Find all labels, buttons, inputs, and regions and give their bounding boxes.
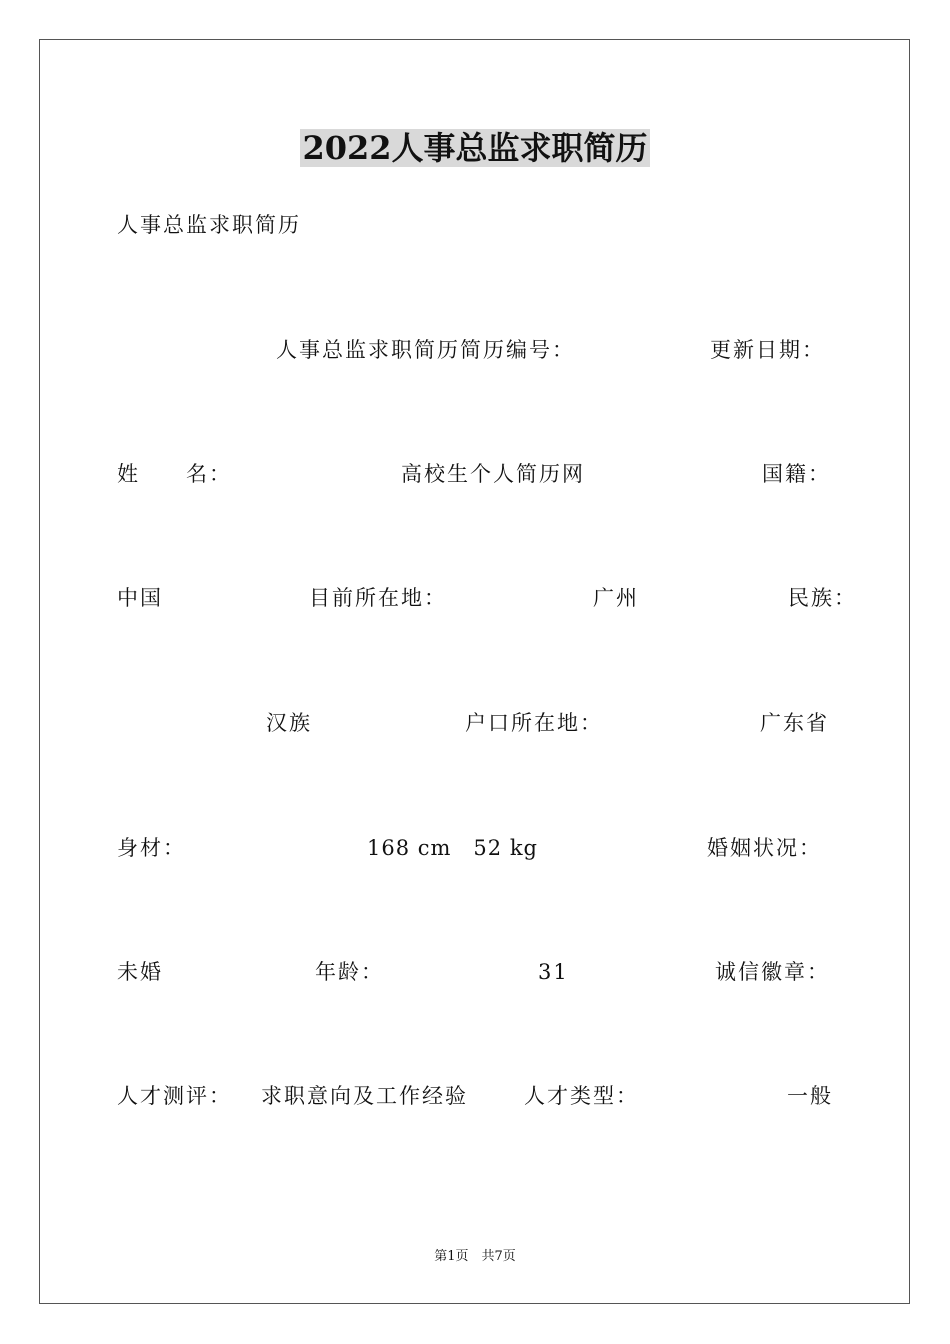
age-label: 年龄： — [315, 960, 384, 984]
marital-value: 未婚 — [117, 960, 163, 984]
body-label: 身材： — [117, 836, 186, 860]
hukou-label: 户口所在地： — [465, 711, 603, 735]
ethnicity-label: 民族： — [788, 586, 857, 610]
age-value: 31 — [538, 960, 569, 984]
name-value: 高校生个人简历网 — [401, 462, 585, 486]
hukou-value: 广东省 — [760, 711, 829, 735]
document-subtitle: 人事总监求职简历 — [117, 213, 301, 237]
credit-badge-label: 诚信徽章： — [715, 960, 830, 984]
talent-type-value: 一般 — [787, 1084, 833, 1108]
nationality-value: 中国 — [117, 586, 163, 610]
assessment-label: 人才测评： — [117, 1084, 232, 1108]
name-label: 姓 名： — [117, 462, 232, 486]
job-intention-label: 求职意向及工作经验 — [261, 1084, 468, 1108]
resume-number-label: 人事总监求职简历简历编号： — [276, 338, 575, 362]
document-title — [0, 126, 950, 170]
page-footer: 第1页 共7页 — [434, 1249, 516, 1264]
location-value: 广州 — [593, 586, 639, 610]
document-title-text: 2022人事总监求职简历 — [302, 129, 648, 167]
update-date-label: 更新日期： — [710, 338, 825, 362]
location-label: 目前所在地： — [309, 586, 447, 610]
marital-label: 婚姻状况： — [707, 836, 822, 860]
talent-type-label: 人才类型： — [524, 1084, 639, 1108]
nationality-label: 国籍： — [762, 462, 831, 486]
ethnicity-value: 汉族 — [266, 711, 312, 735]
body-value: 168 cm 52 kg — [367, 836, 538, 860]
